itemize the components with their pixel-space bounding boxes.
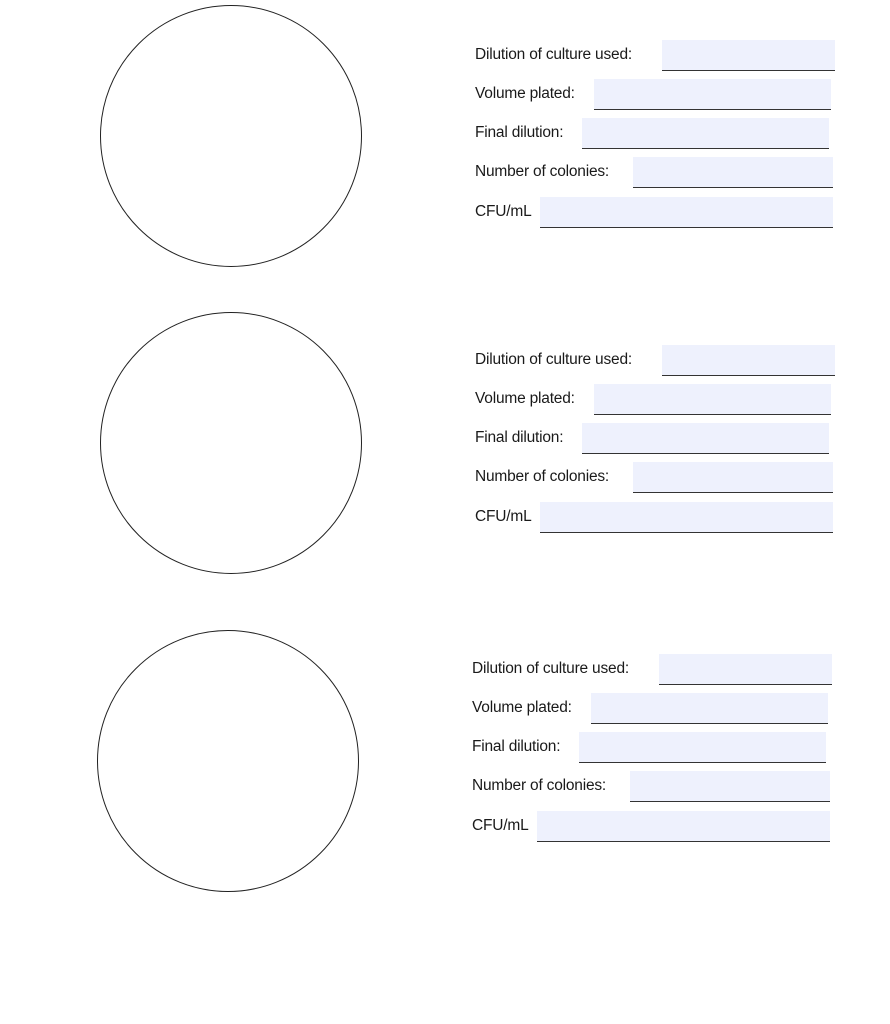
plate-1-dilution-input[interactable] [662, 40, 835, 70]
underline [537, 841, 830, 842]
underline [630, 801, 830, 802]
plate-2-volume-row [475, 384, 835, 414]
plate-1-colonies-row [475, 157, 835, 187]
plate-2-final-row [475, 423, 835, 453]
underline [659, 684, 832, 685]
plate-3-cfu-input[interactable] [537, 811, 830, 841]
dilution-label: Dilution of culture used: [475, 351, 632, 368]
petri-plate-3 [97, 630, 359, 892]
plate-1-cfu-row [475, 197, 835, 227]
plate-2-colonies-row [475, 462, 835, 492]
cfu-label: CFU/mL [475, 508, 532, 525]
plate-3-final-row [472, 732, 832, 762]
underline [662, 70, 835, 71]
underline [591, 723, 828, 724]
underline [594, 414, 831, 415]
colonies-label: Number of colonies: [472, 777, 607, 794]
plate-3-dilution-row [472, 654, 832, 684]
plate-3-colonies-input[interactable] [630, 771, 830, 801]
plate-3-final-input[interactable] [579, 732, 826, 762]
plate-2-cfu-row [475, 502, 835, 532]
plate-1-dilution-row [475, 40, 835, 70]
plate-2-cfu-input[interactable] [540, 502, 833, 532]
plate-2-colonies-input[interactable] [633, 462, 833, 492]
plate-1-final-input[interactable] [582, 118, 829, 148]
underline [633, 492, 833, 493]
underline [540, 227, 833, 228]
cfu-label: CFU/mL [475, 203, 532, 220]
colonies-label: Number of colonies: [475, 163, 610, 180]
final-label: Final dilution: [475, 429, 564, 446]
plate-1-volume-row [475, 79, 835, 109]
underline [633, 187, 833, 188]
plate-1-cfu-input[interactable] [540, 197, 833, 227]
plate-3-cfu-row [472, 811, 832, 841]
final-label: Final dilution: [472, 738, 561, 755]
plate-3-volume-input[interactable] [591, 693, 828, 723]
petri-plate-2 [100, 312, 362, 574]
underline [594, 109, 831, 110]
plate-2-final-input[interactable] [582, 423, 829, 453]
dilution-label: Dilution of culture used: [472, 660, 629, 677]
underline [662, 375, 835, 376]
cfu-label: CFU/mL [472, 817, 529, 834]
volume-label: Volume plated: [472, 699, 572, 716]
plate-3-volume-row [472, 693, 832, 723]
plate-1-volume-input[interactable] [594, 79, 831, 109]
plate-2-dilution-input[interactable] [662, 345, 835, 375]
dilution-label: Dilution of culture used: [475, 46, 632, 63]
underline [540, 532, 833, 533]
plate-3-dilution-input[interactable] [659, 654, 832, 684]
plate-2-volume-input[interactable] [594, 384, 831, 414]
petri-plate-1 [100, 5, 362, 267]
underline [582, 148, 829, 149]
final-label: Final dilution: [475, 124, 564, 141]
underline [579, 762, 826, 763]
colonies-label: Number of colonies: [475, 468, 610, 485]
plate-2-dilution-row [475, 345, 835, 375]
plate-1-final-row [475, 118, 835, 148]
plate-1-colonies-input[interactable] [633, 157, 833, 187]
volume-label: Volume plated: [475, 390, 575, 407]
plate-3-colonies-row [472, 771, 832, 801]
underline [582, 453, 829, 454]
volume-label: Volume plated: [475, 85, 575, 102]
